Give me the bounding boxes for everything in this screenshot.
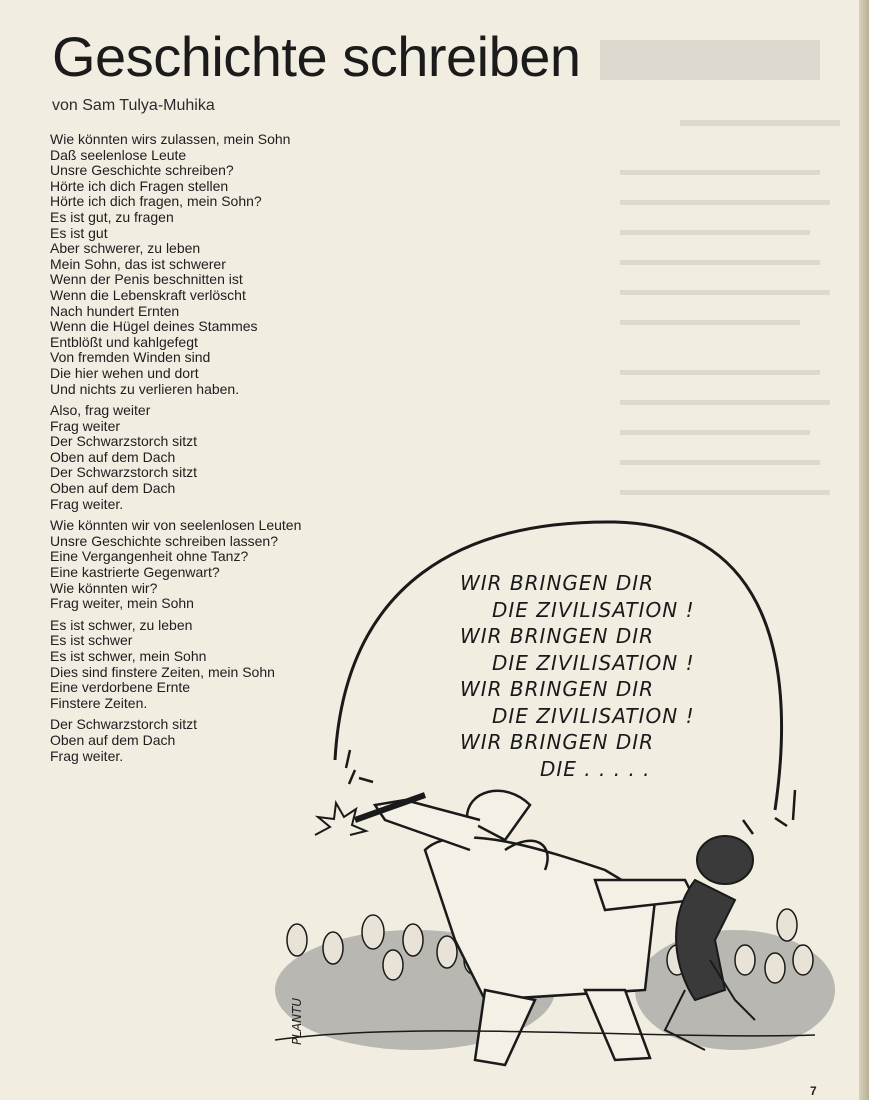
poem-line: Es ist schwer, mein Sohn [50, 648, 207, 664]
poem-line: Entblößt und kahlgefegt [50, 333, 198, 350]
speech-line: DIE . . . . . [540, 756, 651, 781]
poem-line: Wenn die Hügel deines Stammes [50, 318, 258, 335]
poem-line: Dies sind finstere Zeiten, mein Sohn [50, 663, 275, 680]
poem-line: Es ist gut [50, 224, 108, 241]
poem-line: Wenn die Lebenskraft verlöscht [50, 286, 246, 303]
poem-line: Und nichts zu verlieren haben. [50, 380, 240, 397]
page-edge [859, 0, 869, 1100]
poem-line: Frag weiter [50, 417, 121, 434]
speech-line: WIR BRINGEN DIR [460, 677, 655, 701]
speech-line: DIE ZIVILISATION ! [492, 703, 695, 728]
poem-line: Daß seelenlose Leute [50, 146, 187, 163]
poem-line: Eine kastrierte Gegenwart? [50, 564, 220, 581]
poem-line: Oben auf dem Dach [50, 731, 176, 748]
poem-line: Eine verdorbene Ernte [50, 679, 191, 696]
poem-line: Wie könnten wirs zulassen, mein Sohn [50, 131, 291, 147]
page-number: 7 [810, 1084, 817, 1098]
poem-line: Oben auf dem Dach [50, 448, 176, 465]
speech-line: WIR BRINGEN DIR [460, 730, 655, 754]
poem-line: Frag weiter. [50, 747, 124, 764]
poem-line: Oben auf dem Dach [50, 480, 176, 497]
poem-line: Wie könnten wir von seelenlosen Leuten [50, 517, 302, 534]
poem-line: Der Schwarzstorch sitzt [50, 433, 198, 450]
speech-line: DIE ZIVILISATION ! [492, 650, 695, 675]
poem-line: Hörte ich dich Fragen stellen [50, 177, 229, 194]
speech-balloon-text [460, 570, 760, 782]
poem-line: Es ist schwer [50, 632, 133, 649]
poem-line: Frag weiter. [50, 495, 124, 512]
poem-line: Wenn der Penis beschnitten ist [50, 271, 243, 288]
poem-line: Unsre Geschichte schreiben lassen? [50, 532, 279, 549]
poem-line: Es ist schwer, zu leben [50, 616, 193, 633]
poem-line: Frag weiter, mein Sohn [50, 595, 194, 612]
poem-line: Hörte ich dich fragen, mein Sohn? [50, 193, 262, 210]
poem-line: Also, frag weiter [50, 402, 151, 419]
poem-line: Von fremden Winden sind [50, 349, 211, 366]
poem-line: Finstere Zeiten. [50, 694, 148, 711]
poem-line: Aber schwerer, zu leben [50, 240, 201, 257]
speech-line: WIR BRINGEN DIR [460, 571, 655, 595]
poem-line: Eine Vergangenheit ohne Tanz? [50, 548, 249, 565]
article-author: von Sam Tulya-Muhika [52, 97, 215, 114]
poem-stanza-2 [50, 403, 380, 512]
speech-line: DIE ZIVILISATION ! [492, 597, 695, 622]
cartoonist-signature: PLANTU [290, 997, 304, 1045]
speech-line: WIR BRINGEN DIR [460, 624, 655, 648]
poem-line: Wie könnten wir? [50, 579, 158, 596]
poem-stanza-1 [50, 132, 380, 397]
article-title: Geschichte schreiben [52, 25, 581, 88]
poem-line: Mein Sohn, das ist schwerer [50, 255, 226, 272]
poem-line: Es ist gut, zu fragen [50, 208, 174, 225]
poem-line: Unsre Geschichte schreiben? [50, 162, 234, 179]
poem-line: Der Schwarzstorch sitzt [50, 464, 198, 481]
poem-line: Die hier wehen und dort [50, 364, 199, 381]
poem-line: Nach hundert Ernten [50, 302, 180, 319]
poem-line: Der Schwarzstorch sitzt [50, 716, 198, 733]
